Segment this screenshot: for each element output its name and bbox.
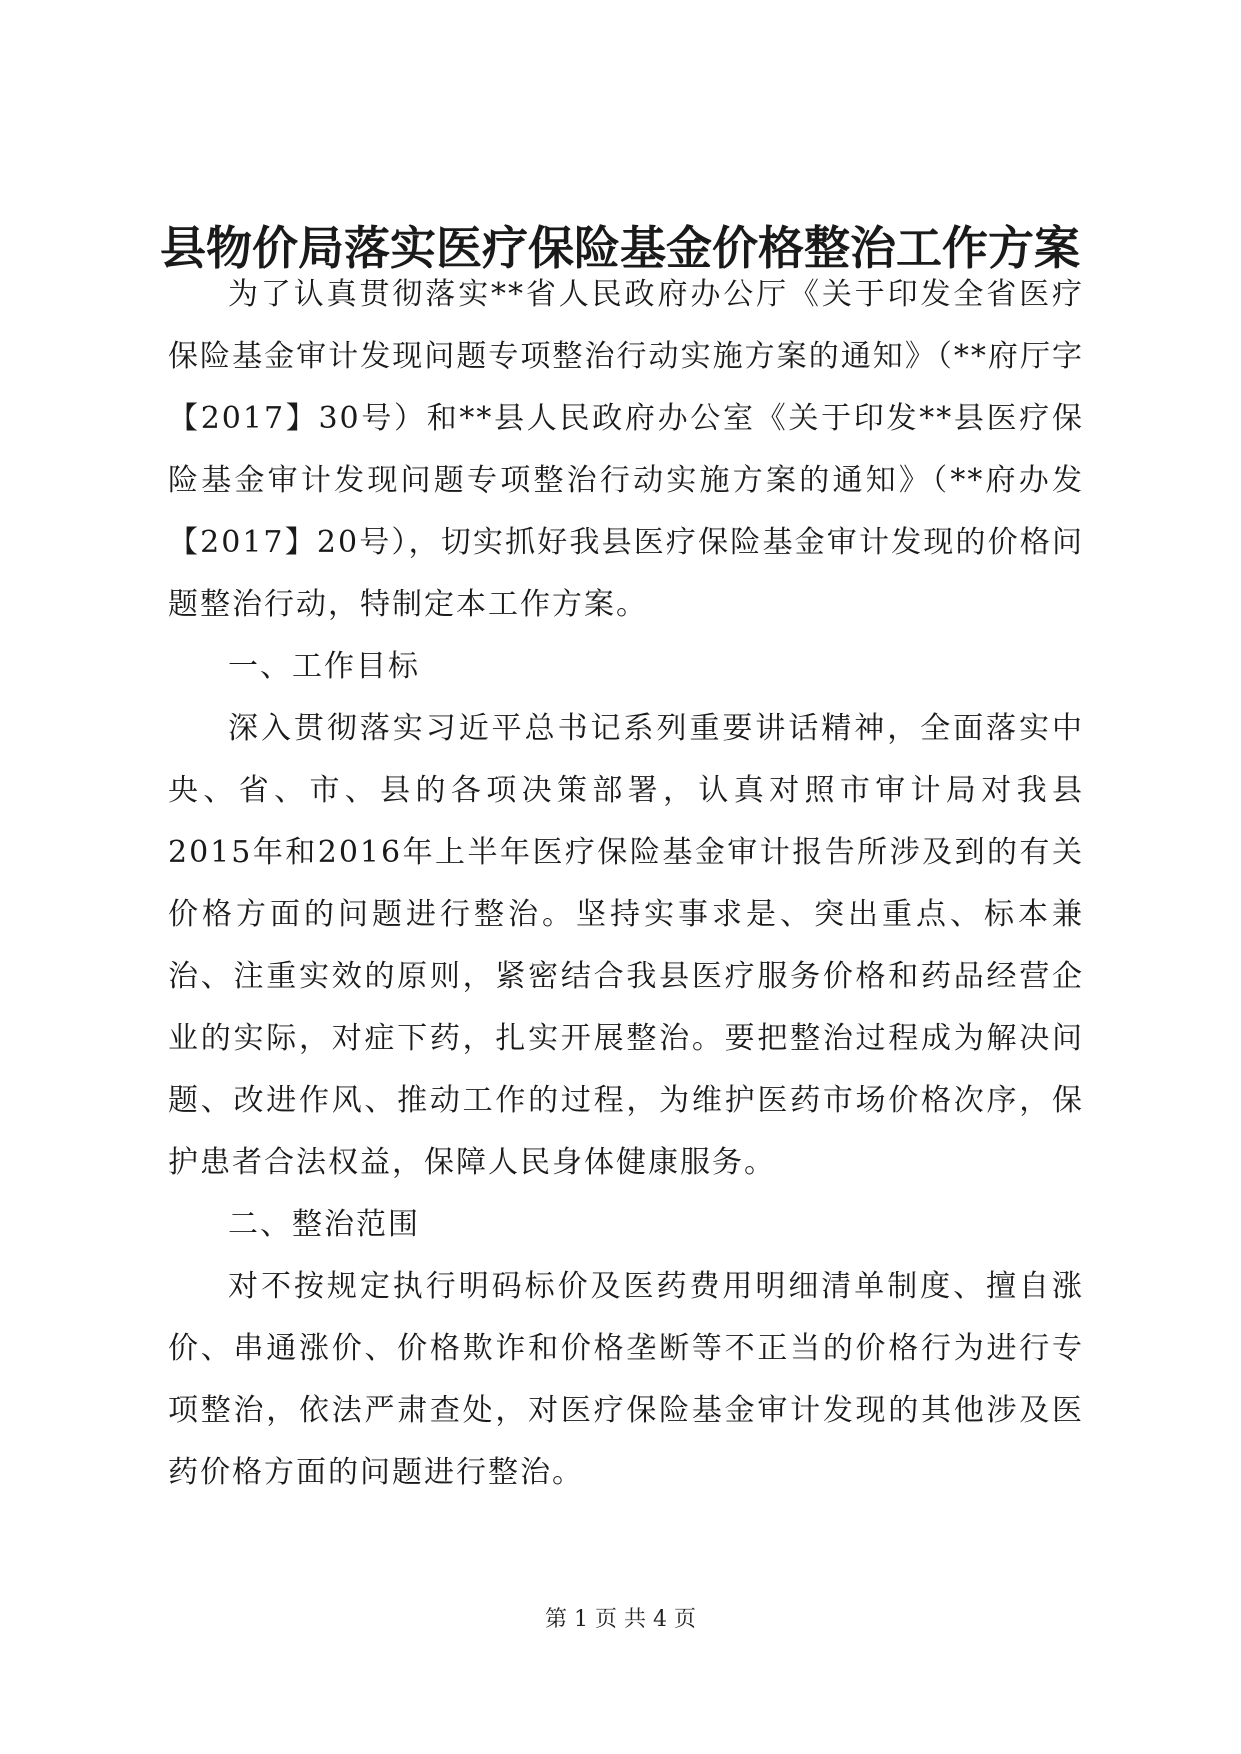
document-title: 县物价局落实医疗保险基金价格整治工作方案: [160, 221, 1080, 275]
page-footer: 第 1 页 共 4 页: [545, 1607, 696, 1632]
goals-paragraph: 深入贯彻落实习近平总书记系列重要讲话精神，全面落实中央、省、市、县的各项决策部署，认真对照市审计局对我县2015年和2016年上半年医疗保险基金审计报告所涉及到的有关价格方面的问题进行整治。坚持实事求是、突出重点、标本兼治、注重实效的原则，紧密结合我县医疗服务价格和药品经营企业的实际，对症下药，扎实开展整治。要把整治过程成为解决问题、改进作风、推动工作的过程，为维护医药市场价格次序，保护患者合法权益，保障人民身体健康服务。: [168, 711, 1084, 1180]
intro-paragraph: 为了认真贯彻落实**省人民政府办公厅《关于印发全省医疗保险基金审计发现问题专项整治行动实施方案的通知》（**府厅字【2017】30号）和**县人民政府办公室《关于印发**县医疗保险基金审计发现问题专项整治行动实施方案的通知》（**府办发【2017】20号），切实抓好我县医疗保险基金审计发现的价格问题整治行动，特制定本工作方案。: [168, 277, 1084, 622]
scope-paragraph: 对不按规定执行明码标价及医药费用明细清单制度、擅自涨价、串通涨价、价格欺诈和价格垄断等不正当的价格行为进行专项整治，依法严肃查处，对医疗保险基金审计发现的其他涉及医药价格方面的问题进行整治。: [168, 1269, 1084, 1490]
document-body: [168, 264, 1084, 1504]
section-heading-goals: 一、工作目标: [228, 649, 420, 684]
section-heading-scope: 二、整治范围: [228, 1207, 420, 1242]
